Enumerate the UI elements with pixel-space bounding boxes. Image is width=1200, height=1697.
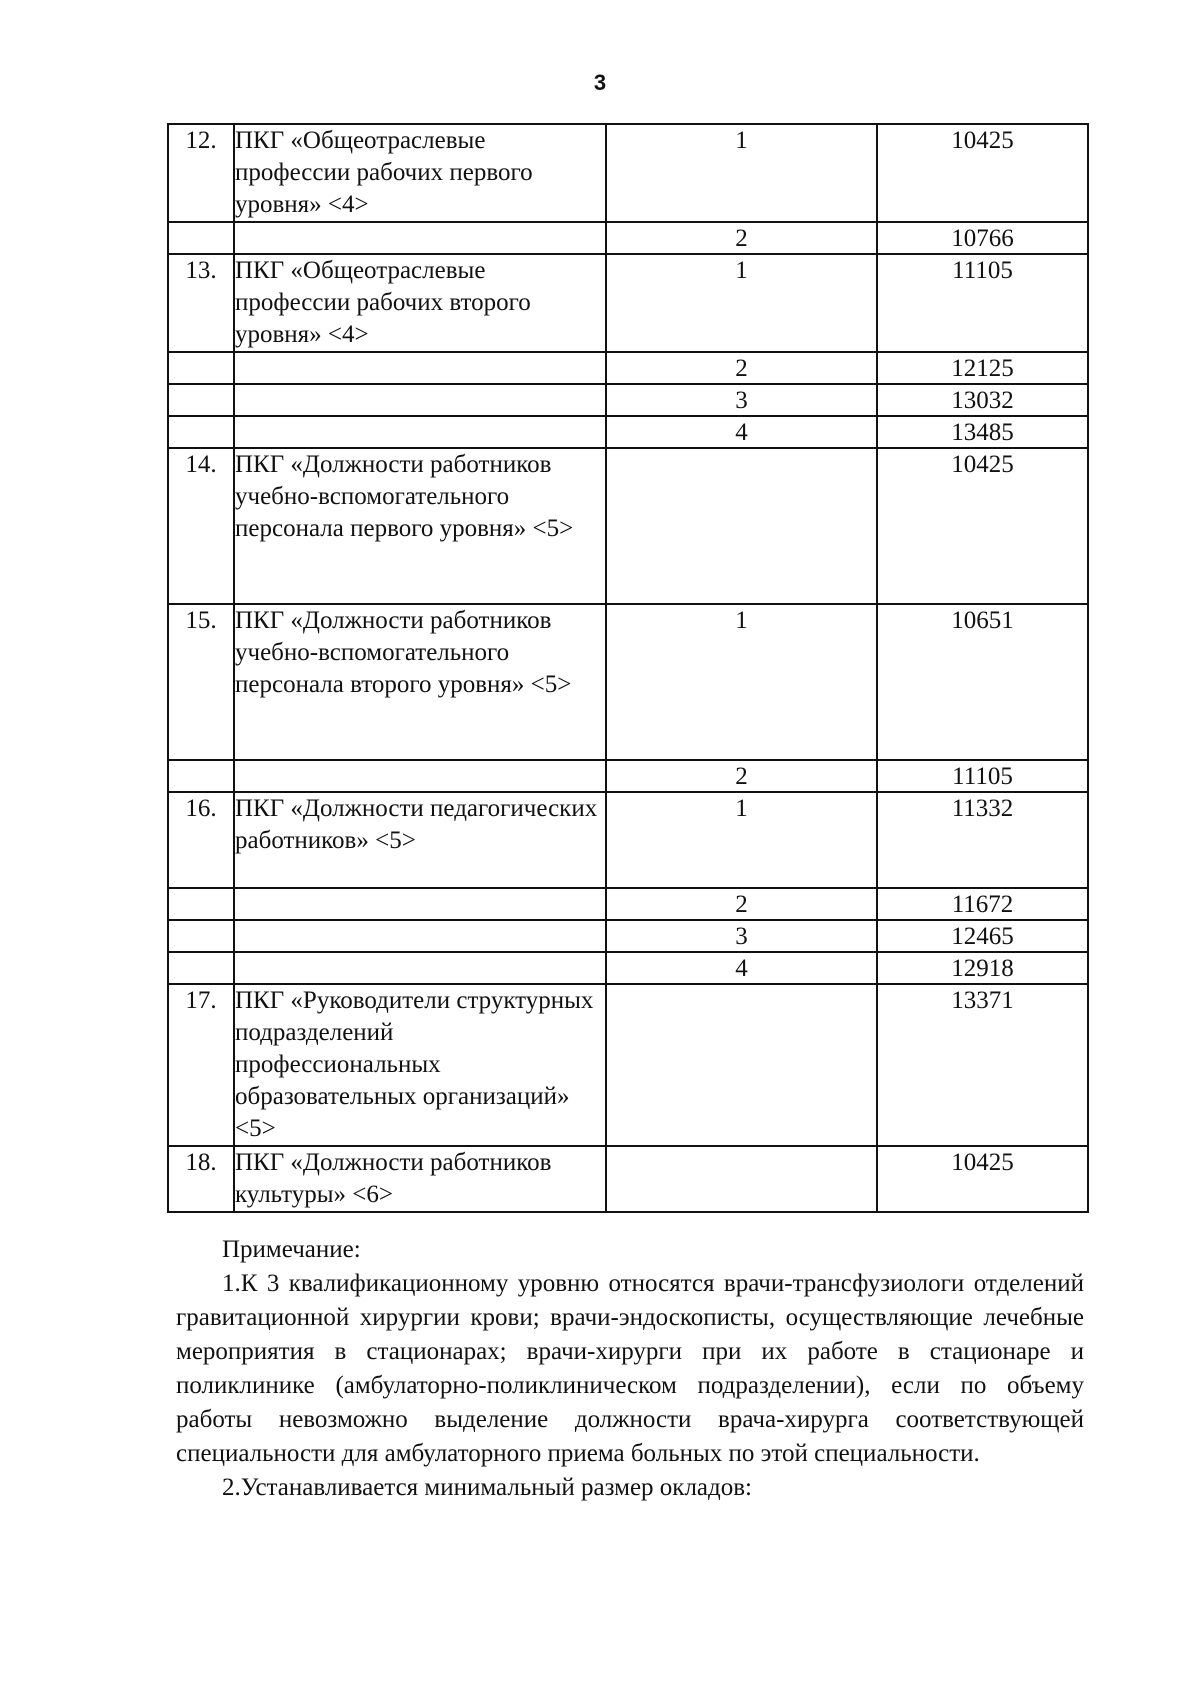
salary-value: 13032 — [877, 384, 1088, 416]
salary-value: 11105 — [877, 254, 1088, 352]
group-name: ПКГ «Должности педагогических работников» <5> — [234, 792, 606, 888]
group-number-empty — [168, 416, 234, 448]
table-row — [168, 760, 1088, 792]
salary-value: 10651 — [877, 604, 1088, 760]
group-name: ПКГ «Общеотраслевые профессии рабочих первого уровня» <4> — [234, 124, 606, 222]
qualification-level: 3 — [606, 920, 877, 952]
salary-value: 13371 — [877, 984, 1088, 1146]
note-paragraph-2: 2.Устанавливается минимальный размер окладов: — [222, 1474, 752, 1501]
group-number-empty — [168, 384, 234, 416]
salary-value: 11332 — [877, 792, 1088, 888]
qualification-level: 2 — [606, 888, 877, 920]
table-row — [168, 416, 1088, 448]
group-number: 16. — [168, 792, 234, 888]
salary-value: 11672 — [877, 888, 1088, 920]
table-row — [168, 984, 1088, 1146]
group-name-empty — [234, 920, 606, 952]
qualification-level: 1 — [606, 254, 877, 352]
salary-table — [167, 123, 1089, 1213]
group-number: 15. — [168, 604, 234, 760]
table-row — [168, 604, 1088, 760]
group-name: ПКГ «Руководители структурных подразделений профессиональных образовательных организаций» <5> — [234, 984, 606, 1146]
group-name-empty — [234, 760, 606, 792]
qualification-level: 1 — [606, 792, 877, 888]
salary-value: 12918 — [877, 952, 1088, 984]
qualification-level — [606, 1146, 877, 1212]
salary-value: 13485 — [877, 416, 1088, 448]
group-name-empty — [234, 352, 606, 384]
group-number-empty — [168, 352, 234, 384]
note-section — [176, 1233, 1084, 1505]
group-name: ПКГ «Должности работников учебно-вспомогательного персонала первого уровня» <5> — [234, 448, 606, 604]
group-number: 14. — [168, 448, 234, 604]
group-name-empty — [234, 888, 606, 920]
table-row — [168, 448, 1088, 604]
group-name-empty — [234, 222, 606, 254]
group-name: ПКГ «Общеотраслевые профессии рабочих второго уровня» <4> — [234, 254, 606, 352]
table-row — [168, 222, 1088, 254]
qualification-level: 2 — [606, 222, 877, 254]
page-number: 3 — [593, 70, 607, 95]
qualification-level — [606, 448, 877, 604]
table-row — [168, 888, 1088, 920]
salary-value: 10425 — [877, 1146, 1088, 1212]
table-row — [168, 1146, 1088, 1212]
group-number: 18. — [168, 1146, 234, 1212]
group-number: 17. — [168, 984, 234, 1146]
group-name-empty — [234, 952, 606, 984]
salary-value: 12465 — [877, 920, 1088, 952]
salary-value: 11105 — [877, 760, 1088, 792]
group-number: 12. — [168, 124, 234, 222]
group-number-empty — [168, 920, 234, 952]
table-row — [168, 792, 1088, 888]
qualification-level: 4 — [606, 416, 877, 448]
salary-value: 12125 — [877, 352, 1088, 384]
salary-value: 10425 — [877, 448, 1088, 604]
salary-value: 10425 — [877, 124, 1088, 222]
note-paragraph-1: 1.К 3 квалификационному уровню относятся врачи-трансфузиологи отделений гравитационной хирургии крови; врачи-эндоскописты, осуществляющие лечебные мероприятия в стационарах; врачи-хирурги при их работе в стационаре и поликлинике (амбулаторно-поликлиническом подразделении), если по объему работы невозможно выделение должности врача-хирурга соответствующей специальности для амбулаторного приема больных по этой специальности. — [176, 1270, 1084, 1467]
qualification-level: 4 — [606, 952, 877, 984]
group-number-empty — [168, 888, 234, 920]
qualification-level — [606, 984, 877, 1146]
qualification-level: 3 — [606, 384, 877, 416]
note-title: Примечание: — [222, 1236, 361, 1263]
qualification-level: 1 — [606, 124, 877, 222]
group-name-empty — [234, 384, 606, 416]
qualification-level: 1 — [606, 604, 877, 760]
group-number: 13. — [168, 254, 234, 352]
table-row — [168, 384, 1088, 416]
group-number-empty — [168, 760, 234, 792]
group-name: ПКГ «Должности работников учебно-вспомогательного персонала второго уровня» <5> — [234, 604, 606, 760]
qualification-level: 2 — [606, 760, 877, 792]
group-name: ПКГ «Должности работников культуры» <6> — [234, 1146, 606, 1212]
table-row — [168, 920, 1088, 952]
table-row — [168, 254, 1088, 352]
group-number-empty — [168, 222, 234, 254]
qualification-level: 2 — [606, 352, 877, 384]
group-number-empty — [168, 952, 234, 984]
table-row — [168, 124, 1088, 222]
table-row — [168, 352, 1088, 384]
table-row — [168, 952, 1088, 984]
group-name-empty — [234, 416, 606, 448]
salary-value: 10766 — [877, 222, 1088, 254]
salary-table-body — [168, 124, 1088, 1212]
